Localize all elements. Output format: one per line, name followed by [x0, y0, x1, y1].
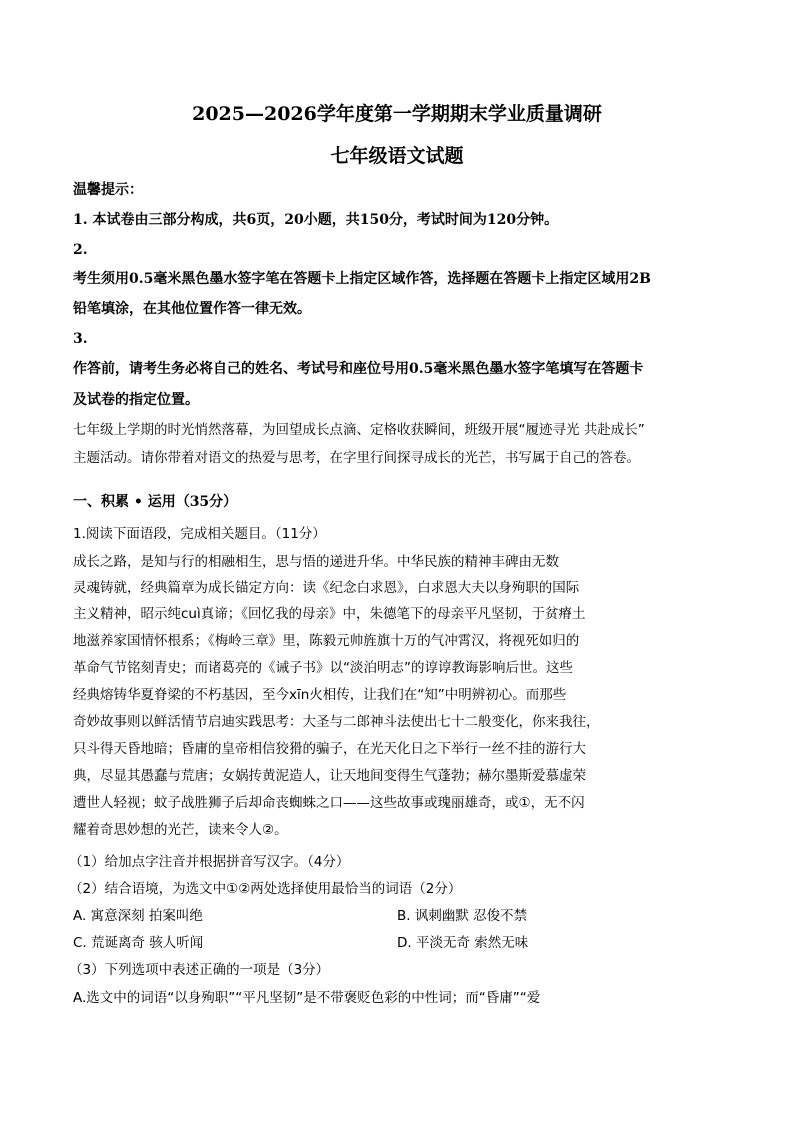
option-c: C. 荒诞离奇 骇人听闻 — [73, 935, 204, 951]
subquestion-2: （2）结合语境，为选文中①②两处选择使用最恰当的词语（2分） — [69, 881, 462, 897]
section-1-heading: 一、积累 • 运用（35分） — [73, 494, 238, 510]
passage-line: 奇妙故事则以鲜活情节启迪实践思考：大圣与二郎神斗法使出七十二般变化，你来我往， — [73, 714, 600, 730]
question-1-stem: 1.阅读下面语段，完成相关题目。（11分） — [73, 526, 326, 542]
option-b: B. 讽刺幽默 忍俊不禁 — [397, 908, 528, 924]
intro-line-1: 七年级上学期的时光悄然落幕，为回望成长点滴、定格收获瞬间，班级开展“履迹寻光 共赴成长” — [73, 422, 645, 438]
notice-heading: 温馨提示： — [73, 182, 143, 198]
passage-line: 成长之路，是知与行的相融相生，思与悟的递进升华。中华民族的精神丰碑由无数 — [73, 554, 559, 570]
subquestion-1: （1）给加点字注音并根据拼音写汉字。（4分） — [69, 854, 350, 870]
notice-item-3-number: 3. — [73, 331, 88, 347]
passage-line: 地滋养家国情怀根系；《梅岭三章》里，陈毅元帅旌旗十万的气冲霄汉，将视死如归的 — [73, 633, 580, 649]
notice-item-3-line-2: 及试卷的指定位置。 — [73, 392, 199, 408]
passage-line: 只斗得天昏地暗；昏庸的皇帝相信狡猾的骗子，在光天化日之下举行一丝不挂的游行大 — [73, 741, 586, 757]
notice-item-3-line-1: 作答前，请考生务必将自己的姓名、考试号和座位号用0.5毫米黑色墨水签字笔填写在答题卡 — [73, 361, 644, 377]
passage-line: 灵魂铸就，经典篇章为成长锚定方向：读《纪念白求恩》，白求恩大夫以身殉职的国际 — [73, 580, 580, 596]
exam-subtitle: 七年级语文试题 — [330, 145, 464, 167]
subquestion-3-option-a: A.选文中的词语“以身殉职”“平凡坚韧”是不带褒贬色彩的中性词；而“昏庸”“爱 — [73, 990, 541, 1006]
notice-item-2-line-2: 铅笔填涂，在其他位置作答一律无效。 — [73, 301, 311, 317]
subquestion-3: （3）下列选项中表述正确的一项是（3分） — [69, 962, 330, 978]
passage-line: 耀着奇思妙想的光芒，读来令人②。 — [73, 822, 288, 838]
option-a: A. 寓意深刻 拍案叫绝 — [73, 908, 203, 924]
exam-title: 2025—2026学年度第一学期期末学业质量调研 — [192, 103, 602, 125]
notice-item-2-line-1: 考生须用0.5毫米黑色墨水签字笔在答题卡上指定区域作答，选择题在答题卡上指定区域用2B — [73, 271, 651, 287]
passage-line: 主义精神，昭示纯cuì真谛；《回忆我的母亲》中，朱德笔下的母亲平凡坚韧，于贫瘠土 — [73, 606, 586, 622]
notice-item-1: 1. 本试卷由三部分构成，共6页，20小题，共150分，考试时间为120分钟。 — [73, 212, 559, 228]
option-d: D. 平淡无奇 索然无味 — [397, 935, 529, 951]
intro-line-2: 主题活动。请你带着对语文的热爱与思考，在字里行间探寻成长的光芒，书写属于自己的答卷。 — [73, 450, 640, 466]
passage-line: 革命气节铭刻青史；而诸葛亮的《诫子书》以“淡泊明志”的谆谆教诲影响后世。这些 — [73, 660, 573, 676]
passage-line: 经典熔铸华夏脊梁的不朽基因，至今xīn火相传，让我们在“知”中明辨初心。而那些 — [73, 687, 567, 703]
notice-item-2-number: 2. — [73, 242, 88, 258]
passage-line: 遭世人轻视；蚊子战胜狮子后却命丧蜘蛛之口——这些故事或瑰丽雄奇，或①，无不闪 — [73, 795, 585, 811]
passage-line: 典，尽显其愚蠢与荒唐；女娲抟黄泥造人，让天地间变得生气蓬勃；赫尔墨斯爱慕虚荣 — [73, 768, 586, 784]
